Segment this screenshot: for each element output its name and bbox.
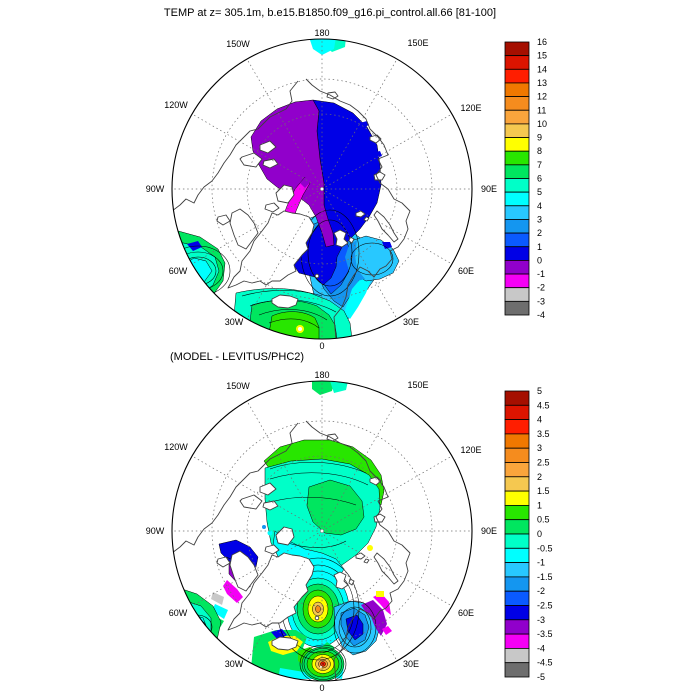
colorbar-tick-label: 2.5 — [537, 457, 550, 468]
lon-label-150E: 150E — [407, 380, 429, 390]
lon-label-30W: 30W — [224, 317, 244, 327]
arctic-map-difference — [163, 381, 475, 683]
colorbar-tick-label: 2 — [537, 471, 543, 482]
colorbar-tick-label: -0.5 — [537, 543, 553, 554]
colorbar-box — [505, 463, 529, 477]
colorbar-tick-label: 4.5 — [537, 400, 550, 411]
colorbar-box — [505, 110, 529, 124]
colorbar-tick-label: -1.5 — [537, 571, 553, 582]
colorbar-box — [505, 648, 529, 662]
lon-label-120W: 120W — [164, 100, 188, 110]
colorbar-box — [505, 56, 529, 70]
colorbar-box — [505, 591, 529, 605]
colorbar-box — [505, 260, 529, 274]
lon-label-0: 0 — [319, 341, 325, 351]
colorbar-tick-label: -4.5 — [537, 657, 553, 668]
colorbar-box — [505, 563, 529, 577]
colorbar-tick-label: -1 — [537, 269, 546, 280]
colorbar-box — [505, 124, 529, 138]
colorbar-box — [505, 192, 529, 206]
colorbar-box — [505, 219, 529, 233]
colorbar-box — [505, 274, 529, 288]
colorbar-tick-label: -3 — [537, 614, 546, 625]
colorbar-tick-label: 9 — [537, 132, 543, 143]
colorbar-tick-label: 15 — [537, 50, 548, 61]
colorbar-box — [505, 247, 529, 261]
colorbar-box — [505, 520, 529, 534]
colorbar-box — [505, 83, 529, 97]
colorbar-box — [505, 663, 529, 677]
colorbar-box — [505, 548, 529, 562]
colorbar-tick-label: 0 — [537, 529, 543, 539]
lon-label-120W: 120W — [164, 442, 188, 452]
colorbar-box — [505, 405, 529, 419]
colorbar-tick-label: 7 — [537, 159, 543, 170]
colorbar-tick-label: 4 — [537, 414, 543, 425]
colorbar-tick-label: 0 — [537, 255, 543, 266]
colorbar-box — [505, 301, 529, 315]
colorbar-box — [505, 69, 529, 83]
lon-label-150W: 150W — [226, 39, 250, 49]
lon-label-60E: 60E — [457, 266, 475, 276]
colorbar-tick-label: -2 — [537, 586, 546, 597]
colorbar-box — [505, 448, 529, 462]
colorbar-box — [505, 577, 529, 591]
colorbar-tick-label: 4 — [537, 200, 543, 211]
colorbar-tick-label: 3 — [537, 214, 543, 225]
lon-label-60W: 60W — [168, 266, 188, 276]
colorbar-tick-label: 11 — [537, 105, 547, 116]
colorbar-tick-label: 1 — [537, 500, 543, 511]
colorbar-tick-label: 0.5 — [537, 514, 550, 525]
colorbar-tick-label: 1.5 — [537, 486, 550, 497]
colorbar-tick-label: 5 — [537, 187, 543, 198]
lon-label-30E: 30E — [402, 659, 420, 669]
lon-label-120E: 120E — [460, 103, 482, 113]
lon-label-60E: 60E — [457, 608, 475, 618]
arctic-map-temp — [162, 37, 475, 339]
difference-subtitle: (MODEL - LEVITUS/PHC2) — [170, 351, 305, 363]
colorbar-tick-label: -3 — [537, 296, 546, 307]
pole-marker — [320, 529, 324, 533]
lon-label-60W: 60W — [168, 608, 188, 618]
colorbar-box — [505, 97, 529, 111]
colorbar-box — [505, 477, 529, 491]
colorbar-box — [505, 42, 529, 56]
colorbar-box — [505, 620, 529, 634]
colorbar-temp — [505, 37, 547, 320]
colorbar-tick-label: 5 — [537, 386, 543, 396]
colorbar-tick-label: -2.5 — [537, 600, 553, 611]
colorbar-box — [505, 233, 529, 247]
lon-label-0: 0 — [319, 683, 325, 693]
lon-label-150W: 150W — [226, 381, 250, 391]
colorbar-box — [505, 505, 529, 519]
colorbar-tick-label: -2 — [537, 282, 546, 293]
colorbar-difference — [505, 386, 553, 682]
colorbar-tick-label: 13 — [537, 77, 548, 88]
colorbar-box — [505, 391, 529, 405]
lon-label-30E: 30E — [402, 317, 420, 327]
colorbar-box — [505, 165, 529, 179]
colorbar-box — [505, 206, 529, 220]
colorbar-tick-label: -1 — [537, 557, 546, 568]
colorbar-box — [505, 138, 529, 152]
colorbar-tick-label: 6 — [537, 173, 543, 184]
colorbar-box — [505, 434, 529, 448]
colorbar-tick-label: 14 — [537, 64, 548, 75]
lon-label-180: 180 — [314, 28, 330, 38]
colorbar-tick-label: -4 — [537, 643, 546, 654]
colorbar-box — [505, 491, 529, 505]
colorbar-box — [505, 534, 529, 548]
colorbar-tick-label: 10 — [537, 118, 548, 129]
lon-label-150E: 150E — [407, 38, 429, 48]
colorbar-tick-label: 16 — [537, 37, 548, 47]
lon-label-120E: 120E — [460, 445, 482, 455]
lon-label-90E: 90E — [480, 184, 498, 194]
colorbar-box — [505, 288, 529, 302]
colorbar-tick-label: -3.5 — [537, 629, 553, 640]
lon-label-90E: 90E — [480, 526, 498, 536]
colorbar-tick-label: -4 — [537, 310, 546, 320]
lon-label-180: 180 — [314, 370, 330, 380]
colorbar-tick-label: 3 — [537, 443, 543, 454]
colorbar-tick-label: -5 — [537, 672, 546, 682]
colorbar-box — [505, 420, 529, 434]
colorbar-tick-label: 2 — [537, 228, 543, 239]
pole-marker — [320, 187, 324, 191]
colorbar-box — [505, 151, 529, 165]
lon-label-30W: 30W — [224, 659, 244, 669]
colorbar-tick-label: 1 — [537, 241, 543, 252]
colorbar-box — [505, 634, 529, 648]
colorbar-tick-label: 12 — [537, 91, 548, 102]
colorbar-tick-label: 3.5 — [537, 428, 550, 439]
colorbar-tick-label: 8 — [537, 146, 543, 157]
lon-label-90W: 90W — [145, 184, 165, 194]
main-title: TEMP at z= 305.1m, b.e15.B1850.f09_g16.pi_control.all.66 [81-100] — [163, 7, 497, 19]
colorbar-box — [505, 606, 529, 620]
lon-label-90W: 90W — [145, 526, 165, 536]
colorbar-box — [505, 179, 529, 193]
